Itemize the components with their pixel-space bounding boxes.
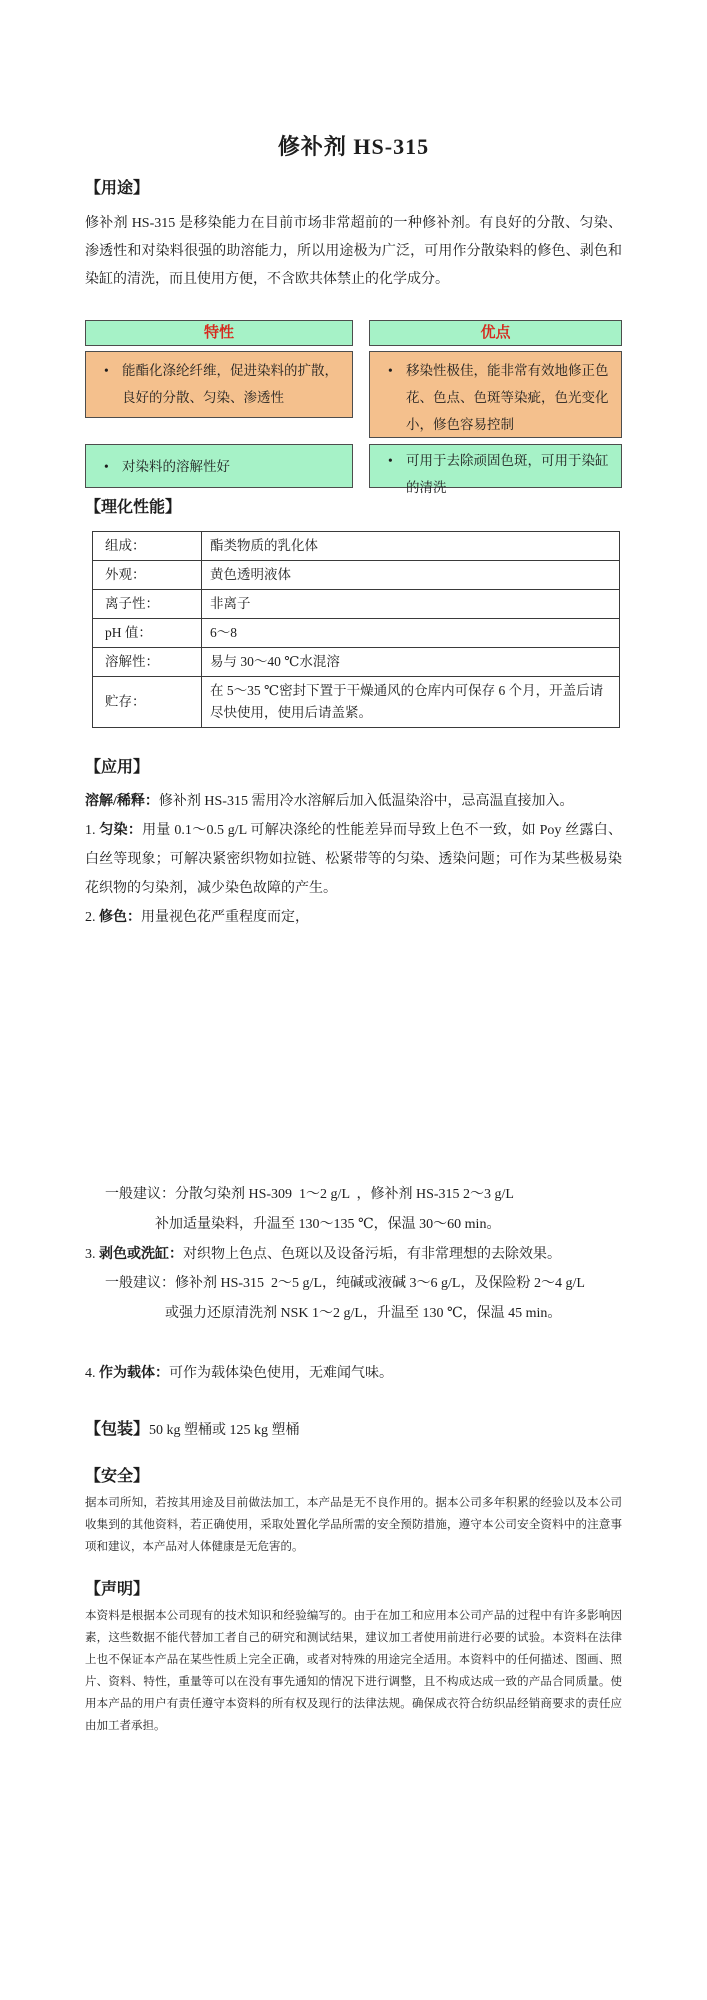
item-text: 对织物上色点、色斑以及设备污垢，有非常理想的去除效果。 [183, 1247, 561, 1262]
section-application-heading: 【应用】 [85, 759, 150, 776]
advantage-column [369, 320, 622, 495]
feature-cell-row2 [85, 444, 353, 488]
blank-space [85, 1329, 622, 1359]
advantage-cell-row2 [369, 444, 622, 495]
item-label: 修色： [99, 910, 141, 925]
property-label: 贮存： [93, 677, 202, 728]
item-text: 可作为载体染色使用，无难闻气味。 [169, 1366, 393, 1381]
section-statement-heading: 【声明】 [85, 1581, 150, 1598]
dissolve-text: 修补剂 HS-315 需用冷水溶解后加入低温染浴中，忌高温直接加入。 [158, 794, 574, 809]
property-value: 黄色透明液体 [202, 561, 620, 590]
property-label: 离子性： [93, 590, 202, 619]
item-label: 剥色或洗缸： [99, 1247, 183, 1262]
properties-table [92, 531, 620, 728]
advantage-row2-text: 可用于去除顽固色斑，可用于染缸的清洗 [406, 453, 609, 495]
table-row [93, 619, 620, 648]
advantage-row1-text: 移染性极佳，能非常有效地修正色花、色点、色斑等染疵，色光变化小，修色容易控制 [406, 363, 609, 432]
item-label: 作为载体： [99, 1366, 169, 1381]
table-row [93, 532, 620, 561]
property-value: 6～8 [202, 619, 620, 648]
item-text: 用量 0.1～0.5 g/L 可解决涤纶的性能差异而导致上色不一致，如 Poy 丝露白、白丝等现象；可解决紧密织物如拉链、松紧带等的匀染、透染问题；可作为某些极易染花织物的匀染剂，减少染色故障的产生。 [85, 823, 623, 896]
bullet-icon: • [104, 458, 109, 474]
table-row [93, 590, 620, 619]
item-label: 匀染： [99, 823, 143, 838]
item-number: 2. [85, 910, 96, 925]
feature-row2-item [104, 453, 230, 480]
item-number: 1. [85, 823, 96, 838]
safety-paragraph: 据本司所知，若按其用途及目前做法加工，本产品是无不良作用的。据本公司多年积累的经验以及本公司收集到的其他资料，若正确使用，采取处置化学品所需的安全预防措施，遵守本公司安全资料中的注意事项和建议，本产品对人体健康是无危害的。 [85, 1497, 622, 1553]
statement-paragraph: 本资料是根据本公司现有的技术知识和经验编写的。由于在加工和应用本公司产品的过程中有许多影响因素，这些数据不能代替加工者自己的研究和测试结果，建议加工者使用前进行必要的试验。本资料在法律上也不保证本产品在某些性质上完全正确，或者对特殊的用途完全适用。本资料中的任何描述、图画、照片、资料、特性，重量等可以在没有事先通知的情况下进行调整，且不构成达成一致的产品合同质量。使用本产品的用户有责任遵守本资料的所有权及现行的法律法规。确保成衣符合纺织品经销商要求的责任应由加工者承担。 [85, 1610, 622, 1732]
row-align-spacer [85, 424, 353, 444]
usage-paragraph: 修补剂 HS-315 是移染能力在目前市场非常超前的一种修补剂。有良好的分散、匀染、渗透性和对染料很强的助溶能力，所以用途极为广泛，可用作分散染料的修色、剥色和染缸的清洗，而且使用方便，不含欧共体禁止的化学成分。 [85, 216, 622, 287]
feature-row1-item [104, 357, 342, 411]
application-item-3 [85, 1240, 622, 1269]
advantage-cell-row1 [369, 351, 622, 438]
bullet-icon: • [388, 453, 393, 468]
table-row [93, 561, 620, 590]
table-row [93, 648, 620, 677]
suggestion-2-line-2: 或强力还原清洗剂 NSK 1～2 g/L，升温至 130 ℃，保温 45 min。 [165, 1306, 562, 1321]
feature-advantage-table [85, 320, 622, 495]
suggestion-1-line-2: 补加适量染料，升温至 130～135 ℃，保温 30～60 min。 [155, 1217, 501, 1232]
dissolve-line [85, 787, 622, 816]
advantage-row1-item [388, 357, 611, 438]
bullet-icon: • [388, 363, 393, 378]
advantage-header-cell: 优点 [369, 320, 622, 346]
property-value: 易与 30～40 ℃水混溶 [202, 648, 620, 677]
feature-row2-text: 对染料的溶解性好 [122, 458, 230, 474]
application-item-1 [85, 816, 622, 903]
suggestion-1-line-1: 一般建议：分散匀染剂 HS-309 1～2 g/L ，修补剂 HS-315 2～3 g/L [105, 1187, 514, 1202]
product-title: 修补剂 HS-315 [277, 134, 430, 159]
property-label: 组成： [93, 532, 202, 561]
section-usage-heading: 【用途】 [85, 180, 150, 197]
table-row [93, 677, 620, 728]
feature-column [85, 320, 353, 488]
suggestion-2-line-1: 一般建议：修补剂 HS-315 2～5 g/L，纯碱或液碱 3～6 g/L，及保险粉 2～4 g/L [105, 1276, 585, 1291]
bullet-icon: • [104, 363, 109, 378]
item-number: 3. [85, 1247, 96, 1262]
item-number: 4. [85, 1366, 96, 1381]
section-safety-heading: 【安全】 [85, 1468, 150, 1485]
property-value: 在 5～35 ℃密封下置于干燥通风的仓库内可保存 6 个月，开盖后请尽快使用，使用后请盖紧。 [202, 677, 620, 728]
property-value: 非离子 [202, 590, 620, 619]
dissolve-label: 溶解/稀释： [85, 794, 159, 809]
section-properties-heading: 【理化性能】 [85, 499, 182, 516]
packaging-text: 50 kg 塑桶或 125 kg 塑桶 [149, 1423, 300, 1438]
feature-row1-text: 能酯化涤纶纤维，促进染料的扩散，良好的分散、匀染、渗透性 [122, 363, 338, 405]
property-label: 溶解性： [93, 648, 202, 677]
section-packaging-heading: 【包装】 [85, 1421, 150, 1438]
application-item-2 [85, 903, 622, 932]
blank-space [85, 1388, 622, 1416]
property-value: 酯类物质的乳化体 [202, 532, 620, 561]
packaging-line [85, 1416, 622, 1439]
table-column-gap [353, 320, 369, 488]
property-label: pH 值： [93, 619, 202, 648]
feature-cell-row1 [85, 351, 353, 418]
feature-header-cell: 特性 [85, 320, 353, 346]
item-text: 用量视色花严重程度而定， [141, 910, 309, 925]
advantage-row2-item [388, 447, 611, 501]
property-label: 外观： [93, 561, 202, 590]
application-item-4 [85, 1359, 622, 1388]
document-content [85, 0, 622, 1737]
blank-space [85, 932, 622, 1180]
